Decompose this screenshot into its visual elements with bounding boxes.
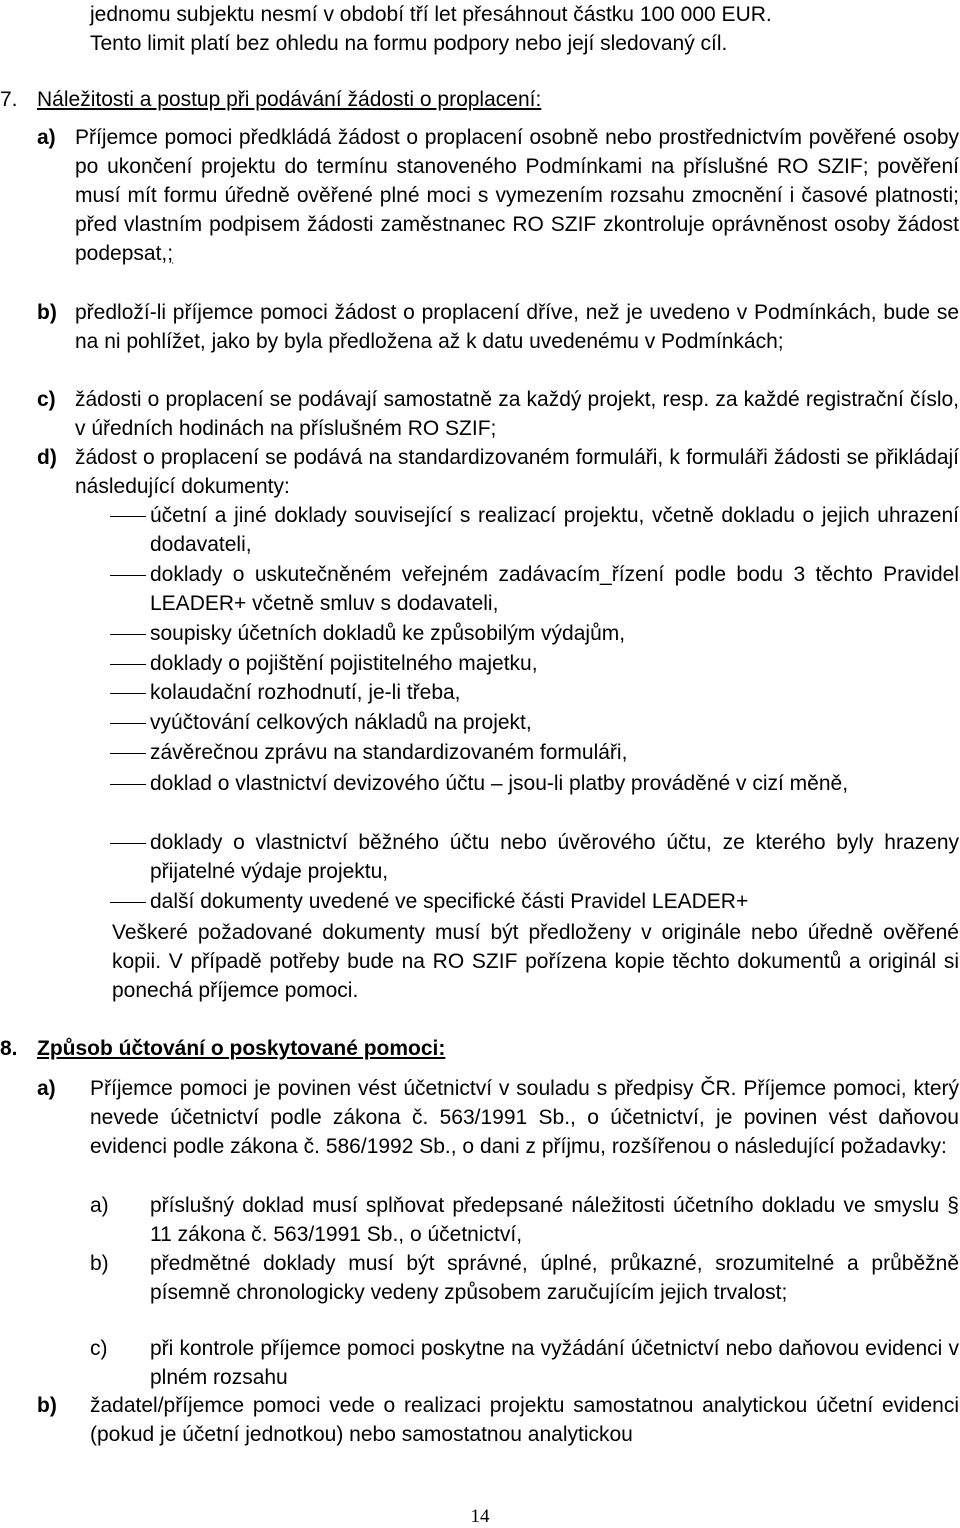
section-8-subitem-c xyxy=(90,1334,959,1392)
list-item: soupisky účetních dokladů ke způsobilým výdajům, xyxy=(150,619,959,648)
dash-bullet xyxy=(110,693,146,694)
item-text-tail: ; xyxy=(167,242,174,265)
dash-bullet xyxy=(110,784,146,785)
section-7-number: 7. xyxy=(0,88,18,111)
dash-bullet xyxy=(110,723,146,724)
subitem-text: při kontrole příjemce pomoci poskytne na vyžádání účetnictví nebo daňovou evidenci v plném rozsahu xyxy=(150,1337,959,1389)
intro-line-2: Tento limit platí bez ohledu na formu podpory nebo její sledovaný cíl. xyxy=(90,32,728,55)
dash-bullet xyxy=(110,634,146,635)
list-item: kolaudační rozhodnutí, je-li třeba, xyxy=(150,678,959,707)
dash-bullet xyxy=(110,664,146,665)
section-7-title: Náležitosti a postup při podávání žádosti o proplacení: xyxy=(37,88,542,111)
section-7-item-c xyxy=(37,385,959,443)
dash-bullet xyxy=(110,516,146,517)
list-item: účetní a jiné doklady související s realizací projektu, včetně dokladu o jejich uhrazení dodavateli, xyxy=(150,501,959,559)
section-8-number: 8. xyxy=(0,1037,18,1060)
list-item: doklad o vlastnictví devizového účtu – jsou-li platby prováděné v cizí měně, xyxy=(150,769,959,798)
list-item: doklady o vlastnictví běžného účtu nebo úvěrového účtu, ze kterého byly hrazeny přijatelné výdaje projektu, xyxy=(150,828,959,886)
list-item: doklady o uskutečněném veřejném zadávacím_řízení podle bodu 3 těchto Pravidel LEADER+ včetně smluv s dodavateli, xyxy=(150,560,959,618)
section-7-item-a xyxy=(37,123,959,268)
section-8-item-a xyxy=(37,1074,959,1161)
list-item: další dokumenty uvedené ve specifické části Pravidel LEADER+ xyxy=(150,887,959,916)
item-label: a) xyxy=(37,126,56,149)
section-8-subitem-a xyxy=(90,1191,959,1249)
item-label: d) xyxy=(37,446,57,469)
dash-bullet xyxy=(110,753,146,754)
item-text: žádosti o proplacení se podávají samostatně za každý projekt, resp. za každé registrační číslo, v úředních hodinách na příslušném RO SZIF; xyxy=(75,388,959,440)
intro-paragraph xyxy=(90,0,950,58)
section-8-subitem-b xyxy=(90,1249,959,1307)
dash-bullet xyxy=(110,575,146,576)
page-number: 14 xyxy=(470,1506,490,1527)
item-text: žádost o proplacení se podává na standardizovaném formuláři, k formuláři žádosti se přikládají následující dokumenty: xyxy=(75,446,959,498)
item-text: předloží-li příjemce pomoci žádost o proplacení dříve, než je uvedeno v Podmínkách, bude se na ni pohlížet, jako by byla předložena až k datu uvedenému v Podmínkách; xyxy=(75,301,959,353)
section-8-item-b xyxy=(37,1391,959,1449)
list-item: doklady o pojištění pojistitelného majetku, xyxy=(150,649,959,678)
item-text: Příjemce pomoci je povinen vést účetnictví v souladu s předpisy ČR. Příjemce pomoci, který nevede účetnictví podle zákona č. 563/1991 Sb., o účetnictví, je povinen vést daňovou evidenci podle zákona č. 586/1992 Sb., o dani z příjmu, rozšířenou o následující požadavky: xyxy=(90,1077,959,1158)
section-8-title: Způsob účtování o poskytované pomoci: xyxy=(37,1037,446,1060)
item-text: Příjemce pomoci předkládá žádost o proplacení osobně nebo prostřednictvím pověřené osoby po ukončení projektu do termínu stanoveného Podmínkami na příslušné RO SZIF; pověření musí mít formu úředně ověřené plné moci s vymezením rozsahu zmocnění i časové platnosti; před vlastním podpisem žádosti zaměstnanec RO SZIF zkontroluje oprávněnost osoby žádost podepsat, xyxy=(75,126,959,265)
list-item: vyúčtování celkových nákladů na projekt, xyxy=(150,708,959,737)
section-7-closing: Veškeré požadované dokumenty musí být předloženy v originále nebo úředně ověřené kopii. V případě potřeby bude na RO SZIF pořízena kopie těchto dokumentů a originál si ponechá příjemce pomoci. xyxy=(112,921,959,1002)
item-text: žadatel/příjemce pomoci vede o realizaci projektu samostatnou analytickou účetní evidenci (pokud je účetní jednotkou) nebo samostatnou analytickou xyxy=(90,1394,959,1446)
subitem-text: příslušný doklad musí splňovat předepsané náležitosti účetního dokladu ve smyslu § 11 zákona č. 563/1991 Sb., o účetnictví, xyxy=(150,1194,959,1246)
dash-bullet xyxy=(110,902,146,903)
item-label: c) xyxy=(37,388,56,411)
item-label: a) xyxy=(37,1077,56,1100)
dash-bullet xyxy=(110,843,146,844)
item-label: b) xyxy=(37,301,57,324)
subitem-label: b) xyxy=(90,1252,109,1275)
item-label: b) xyxy=(37,1394,57,1417)
intro-line-1: jednomu subjektu nesmí v období tří let přesáhnout částku 100 000 EUR. xyxy=(90,3,772,26)
subitem-text: předmětné doklady musí být správné, úplné, průkazné, srozumitelné a průběžně písemně chronologicky vedeny způsobem zaručujícím jejich trvalost; xyxy=(150,1252,959,1304)
section-7-item-b xyxy=(37,298,959,356)
subitem-label: c) xyxy=(90,1337,108,1360)
list-item: závěrečnou zprávu na standardizovaném formuláři, xyxy=(150,738,959,767)
subitem-label: a) xyxy=(90,1194,109,1217)
section-7-item-d xyxy=(37,443,959,501)
